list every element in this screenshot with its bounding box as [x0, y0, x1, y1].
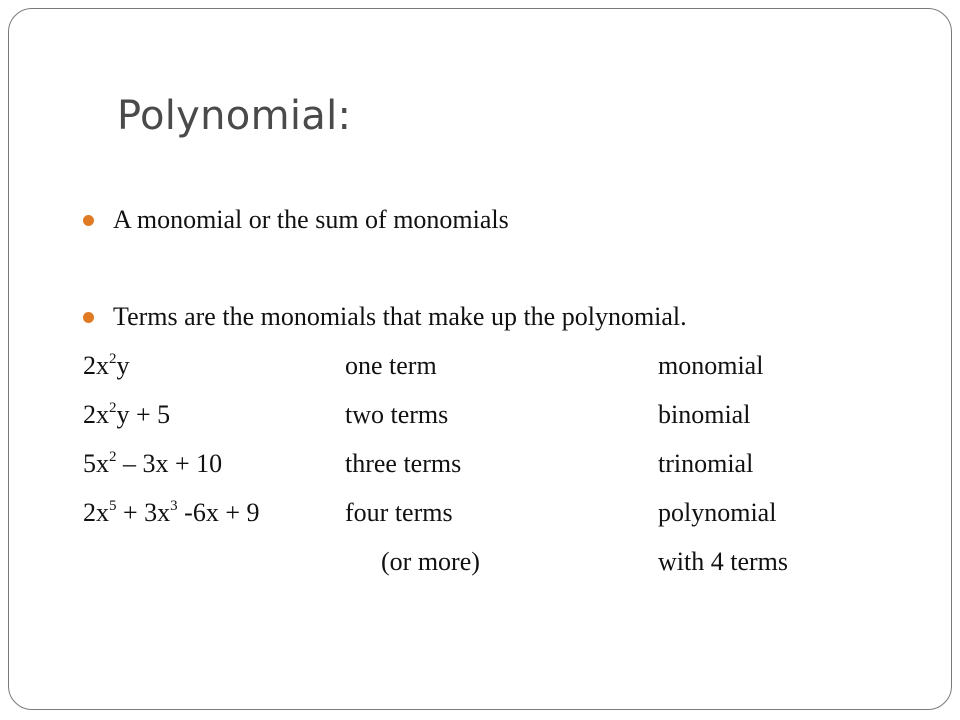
exponent: 2 [109, 351, 117, 367]
bullet-dot-icon [83, 312, 94, 323]
table-row [83, 400, 883, 436]
terms-cell: two terms [345, 400, 449, 429]
bullet-item-1 [83, 205, 509, 235]
bullet-text: Terms are the monomials that make up the polynomial. [113, 302, 687, 331]
expression-cell: $2x^2y$ [83, 351, 130, 380]
expression-cell: $2x^5 + 3x^3$ -6x + 9 [83, 498, 260, 527]
name-cell: trinomial [658, 449, 754, 478]
terms-cell: one term [345, 351, 437, 380]
slide-title: Polynomial: [117, 93, 352, 139]
table-row [83, 498, 883, 534]
table-row [83, 547, 883, 583]
terms-cell: four terms [345, 498, 453, 527]
name-cell: binomial [658, 400, 751, 429]
exponent: 5 [109, 498, 117, 514]
name-cell: monomial [658, 351, 764, 380]
bullet-item-2 [83, 302, 687, 332]
bullet-dot-icon [83, 215, 94, 226]
exponent: 3 [170, 498, 178, 514]
bullet-text: A monomial or the sum of monomials [113, 205, 509, 234]
expression-cell: $2x^2y + 5$ [83, 400, 171, 429]
name-cell: polynomial [658, 498, 777, 527]
exponent: 2 [109, 400, 117, 416]
terms-cell: three terms [345, 449, 462, 478]
exponent: 2 [109, 449, 117, 465]
table-row [83, 351, 883, 387]
slide-frame [8, 8, 952, 710]
table-row [83, 449, 883, 485]
terms-cell: (or more) [381, 547, 480, 576]
expression-cell: $5x^2 - 3x + 10$ [83, 449, 223, 478]
name-cell: with 4 terms [658, 547, 788, 576]
